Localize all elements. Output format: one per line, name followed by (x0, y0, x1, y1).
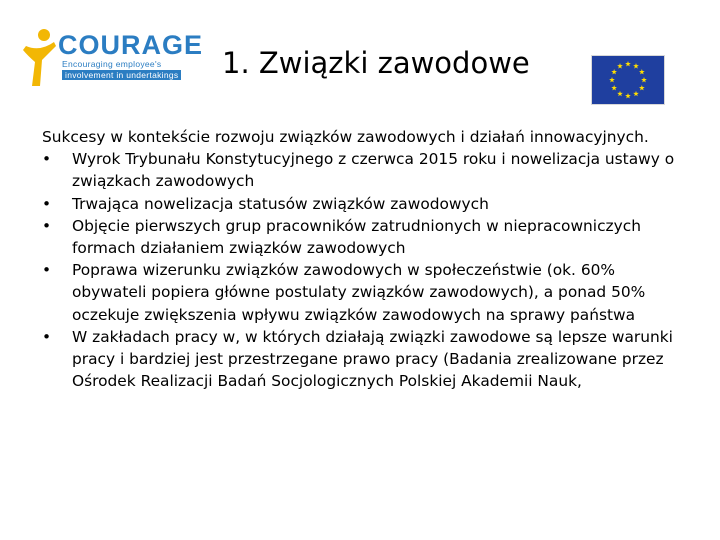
bullet-dot: • (42, 327, 52, 346)
list-item (42, 215, 682, 259)
logo-tagline-secondary: involvement in undertakings (62, 70, 181, 80)
person-figure-icon (20, 26, 60, 90)
logo-tagline: Encouraging employee's (62, 59, 162, 69)
bullet-text: Objęcie pierwszych grup pracowników zatrudnionych w niepracowniczych formach działaniem związków zawodowych (72, 216, 641, 258)
list-item (42, 193, 682, 215)
courage-logo (20, 26, 204, 90)
bullet-text: Wyrok Trybunału Konstytucyjnego z czerwca 2015 roku i nowelizacja ustawy o związkach zawodowych (72, 150, 675, 191)
logo-wordmark: COURAGE (58, 30, 204, 60)
slide-body (42, 126, 682, 392)
bullet-list (42, 148, 682, 392)
list-item (42, 326, 682, 393)
bullet-text: Poprawa wizerunku związków zawodowych w społeczeństwie (ok. 60% obywateli popiera główne postulaty związków zawodowych), a ponad 50% oczekuje zwiększenia wpływu związków zawodowych na sprawy państwa (72, 261, 646, 324)
bullet-dot: • (42, 216, 52, 235)
list-item (42, 148, 682, 192)
bullet-dot: • (42, 261, 52, 280)
bullet-dot: • (42, 194, 52, 213)
bullet-text: Trwająca nowelizacja statusów związków zawodowych (72, 194, 489, 213)
intro-text: Sukcesy w kontekście rozwoju związków zawodowych i działań innowacyjnych. (42, 128, 649, 146)
eu-flag-icon (591, 55, 665, 105)
bullet-dot: • (42, 150, 52, 169)
list-item (42, 259, 682, 326)
bullet-text: W zakładach pracy w, w których działają związki zawodowe są lepsze warunki pracy i bardziej jest przestrzegane prawo pracy (Badania zrealizowane przez Ośrodek Realizacji Badań Socjologicznych Polskiej Akademii Nauk, (72, 327, 673, 391)
slide-title: 1. Związki zawodowe (222, 46, 530, 80)
